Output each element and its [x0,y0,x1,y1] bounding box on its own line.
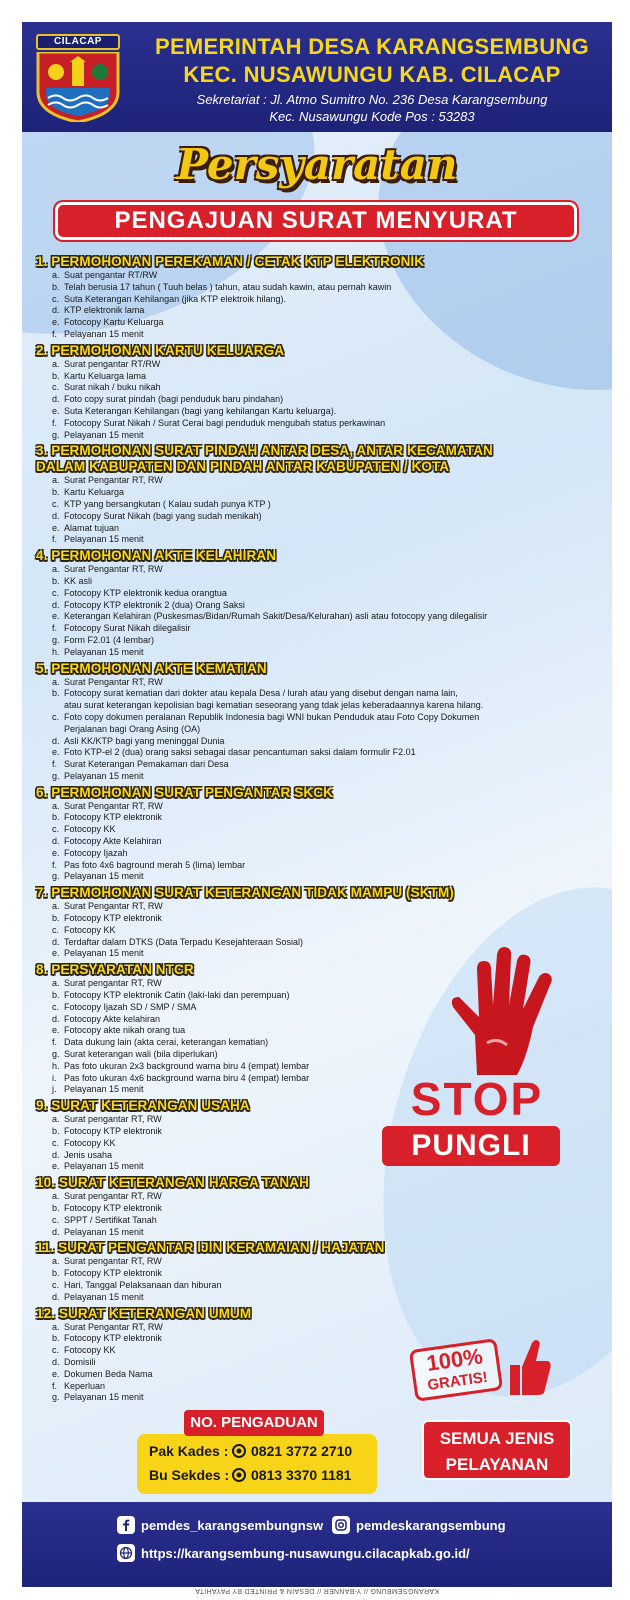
item-text: Fotocopy KTP elektronik [64,913,162,924]
item-text: Pelayanan 15 menit [64,646,144,657]
item-letter: a. [52,1114,60,1125]
item-text: Kartu Keluarga lama [64,370,147,381]
semua-line2: PELAYANAN [445,1455,549,1474]
section-title: 4. PERMOHONAN AKTE KELAHIRAN [36,548,277,564]
item-letter: e. [52,948,60,959]
item-letter: f. [52,1380,58,1391]
list-item [36,511,596,523]
list-item [36,623,596,635]
list-item [36,534,596,546]
item-letter: d. [52,735,60,746]
item-text: Terdaftar dalam DTKS (Data Terpadu Kesejahteraan Sosial) [64,936,303,947]
list-item [36,747,596,759]
list-item [36,1256,596,1268]
list-item [36,382,596,394]
item-text: Pelayanan 15 menit [64,1291,144,1302]
item-text: Perjalanan bagi Orang Asing (OA) [64,723,201,734]
item-text: Foto copy dokumen peralanan Republik Indonesia bagi WNI bukan Penduduk atau Foto Copy Dokumen [64,711,480,722]
item-letter: e. [52,522,60,533]
list-item [36,418,596,430]
cilacap-logo [32,34,124,124]
section-title: 12. SURAT KETERANGAN UMUM [36,1305,252,1321]
item-letter: c. [52,924,60,935]
section-title: 9. SURAT KETERANGAN USAHA [36,1098,250,1114]
list-item [36,1215,596,1227]
print-credit: KARANGSEMBUNG // Y-BANNER // DESAIN & PRINTED BY PAYAHITA [195,1587,440,1594]
gratis-label: GRATIS! [426,1368,489,1395]
list-item [36,305,596,317]
item-text: Fotocopy KTP elektronik kedua orangtua [64,587,227,598]
item-letter: b. [52,281,60,292]
item-text: Fotocopy Akte kelahiran [64,1013,161,1024]
item-letter: e. [52,1368,60,1379]
item-text: Suat pengantar RT/RW [64,270,158,280]
item-text: Keperluan [64,1380,106,1391]
item-text: Surat pengantar RT/RW [64,358,161,369]
item-letter: f. [52,534,58,545]
list-item [36,394,596,406]
item-text: SPPT / Sertifikat Tanah [64,1214,157,1225]
item-letter: d. [52,1291,60,1302]
requirement-section [36,443,596,546]
item-text: Pelayanan 15 menit [64,534,144,545]
item-letter: d. [52,1226,60,1237]
item-letter: g. [52,1392,60,1403]
header [22,22,612,132]
item-text: Pelayanan 15 menit [64,1161,144,1172]
item-letter: c. [52,498,60,509]
shield-icon [36,52,120,122]
list-item [36,712,596,724]
list-item [36,836,596,848]
item-letter: b. [52,688,60,699]
requirement-section [36,785,596,884]
item-text: Fotocopy Ijazah SD / SMP / SMA [64,1001,197,1012]
item-letter: c. [52,1137,60,1148]
requirements-list [36,254,596,1406]
item-letter: h. [52,646,60,657]
list-item [36,406,596,418]
item-letter: d. [52,836,60,847]
list-item [36,901,596,913]
list-item [36,848,596,860]
item-text: Fotocopy KTP elektronik [64,1126,162,1137]
list-item [36,270,596,282]
item-letter: a. [52,800,60,811]
item-letter: d. [52,599,60,610]
list-item [36,1292,596,1304]
item-letter: c. [52,587,60,598]
item-letter: e. [52,847,60,858]
list-item [36,925,596,937]
list-item [36,700,596,712]
item-letter: b. [52,1333,60,1344]
item-letter: e. [52,747,60,758]
item-letter: g. [52,871,60,882]
item-letter: c. [52,1214,60,1225]
page-subtitle: PENGAJUAN SURAT MENYURAT [55,202,577,240]
item-text: Fotocopy KTP elektronik Catin (laki-laki dan perempuan) [64,990,290,1001]
item-text: Pas foto 4x6 baground merah 5 (lima) lembar [64,859,246,870]
item-letter: i. [52,1072,57,1083]
item-letter: c. [52,1001,60,1012]
contact-phone: 0821 3772 2710 [251,1443,353,1459]
item-text: Pelayanan 15 menit [64,1392,144,1403]
list-item [36,430,596,442]
item-letter: b. [52,913,60,924]
list-item [36,475,596,487]
item-text: Fotocopy KK [64,1137,116,1148]
list-item [36,359,596,371]
list-item [36,588,596,600]
item-text: Pelayanan 15 menit [64,770,144,781]
item-text: Surat Pengantar RT, RW [64,901,163,912]
item-text: Fotocopy akte nikah orang tua [64,1025,186,1036]
section-title: 3. PERMOHONAN SURAT PINDAH ANTAR DESA, ANTAR KECAMATAN [36,443,493,459]
list-item [36,771,596,783]
item-text: Surat Pengantar RT, RW [64,564,163,575]
item-letter: e. [52,611,60,622]
logo-label: CILACAP [36,34,120,50]
item-text: Pelayanan 15 menit [64,328,144,339]
item-letter: c. [52,711,60,722]
item-text: Foto KTP-el 2 (dua) orang saksi sebagai dasar pencantuman saksi dalam formulir F2.01 [64,747,416,758]
list-item [36,801,596,813]
section-title: 5. PERMOHONAN AKTE KEMATIAN [36,660,267,676]
item-text: Fotocopy KK [64,1345,116,1356]
item-text: Surat keterangan wali (bila diperlukan) [64,1049,218,1060]
item-text: Fotocopy Ijazah [64,847,128,858]
item-letter: d. [52,1013,60,1024]
thumbs-up-icon [502,1337,552,1397]
requirement-section [36,1175,596,1238]
list-item [36,487,596,499]
item-letter: g. [52,770,60,781]
item-text: Hari, Tanggal Pelaksanaan dan hiburan [64,1279,222,1290]
item-text: Fotocopy KTP elektronik [64,1203,162,1213]
item-letter: a. [52,1256,60,1267]
item-text: Fotocopy KTP elektronik [64,812,162,823]
item-text: Surat nikah / buku nikah [64,382,161,393]
item-letter: a. [52,358,60,369]
item-text: Form F2.01 (4 lembar) [64,634,155,645]
item-text: Surat pengantar RT, RW [64,1191,162,1202]
item-letter: c. [52,382,60,393]
facebook-icon [117,1516,135,1534]
item-text: Surat pengantar RT, RW [64,1114,162,1125]
item-text: Suta Keterangan Kehilangan (jika KTP elektroik hilang). [64,293,286,304]
semua-jenis-badge [422,1420,572,1480]
item-letter: a. [52,270,60,280]
item-text: Pelayanan 15 menit [64,1226,144,1237]
item-letter: b. [52,370,60,381]
list-item [36,635,596,647]
item-text: Jenis usaha [64,1149,113,1160]
item-letter: c. [52,824,60,835]
list-item [36,812,596,824]
contact-kades[interactable] [149,1443,352,1459]
footer [22,1502,612,1587]
item-text: Surat Pengantar RT, RW [64,475,163,486]
item-text: Surat Pengantar RT, RW [64,1321,163,1332]
semua-line1: SEMUA JENIS [439,1429,555,1448]
list-item [36,1203,596,1215]
item-letter: b. [52,575,60,586]
contact-phone: 0813 3370 1181 [251,1467,352,1483]
item-text: Foto copy surat pindah (bagi penduduk baru pindahan) [64,394,284,405]
contact-name: Pak Kades : [149,1443,229,1459]
item-letter: f. [52,328,58,339]
item-text: Fotocopy Akte Kelahiran [64,836,162,847]
section-title: 7. PERMOHONAN SURAT KETERANGAN TIDAK MAMPU (SKTM) [36,885,454,901]
list-item [36,1280,596,1292]
item-letter: h. [52,1060,60,1071]
item-text: Fotocopy Surat Nikah dilegalisir [64,623,191,634]
item-text: Pas foto ukuran 4x6 background warna biru 4 (empat) lembar [64,1072,310,1083]
item-text: Surat Pengantar RT, RW [64,676,163,687]
globe-icon [117,1544,135,1562]
item-letter: b. [52,990,60,1001]
item-letter: a. [52,901,60,912]
item-letter: a. [52,1191,60,1202]
requirement-section [36,343,596,442]
gratis-percent: 100% [424,1343,485,1376]
item-letter: a. [52,1321,60,1332]
section-title: 2. PERMOHONAN KARTU KELUARGA [36,342,285,358]
list-item [36,564,596,576]
item-letter: d. [52,1149,60,1160]
item-letter: f. [52,859,58,870]
list-item [36,329,596,341]
list-item [36,860,596,872]
item-text: Suta Keterangan Kehilangan (bagi yang kehilangan Kartu keluarga). [64,405,337,416]
list-item [36,759,596,771]
stop-text: STOP [410,1073,544,1125]
item-text: Domisili [64,1356,96,1367]
list-item [36,724,596,736]
list-item [36,294,596,306]
facebook-link[interactable] [117,1516,323,1534]
item-letter: a. [52,978,60,989]
complaint-box [137,1434,377,1494]
item-letter: d. [52,305,60,316]
item-letter: d. [52,1356,60,1367]
list-item [36,736,596,748]
item-letter: g. [52,1049,60,1060]
item-letter: g. [52,634,60,645]
item-letter: f. [52,759,58,770]
requirement-section [36,254,596,341]
facebook-handle: pemdes_karangsembungnsw [141,1518,324,1533]
item-text: Fotocopy KTP elektronik [64,1333,162,1344]
list-item [36,647,596,659]
item-text: Alamat tujuan [64,522,120,533]
contact-sekdes[interactable] [149,1467,351,1483]
whatsapp-icon [231,1443,247,1459]
list-item [36,1227,596,1239]
section-title: 1. PERMOHONAN PEREKAMAN / CETAK KTP ELEKTRONIK [36,254,425,269]
section-title: 10. SURAT KETERANGAN HARGA TANAH [36,1175,309,1191]
item-text: Surat pengantar RT, RW [64,1256,162,1267]
banner [22,22,612,1587]
list-item [36,317,596,329]
item-text: Fotocopy Surat Nikah (bagi yang sudah menikah) [64,510,262,521]
item-text: Pas foto ukuran 2x3 background warna biru 4 (empat) lembar [64,1060,310,1071]
item-text: Fotocopy KK [64,824,116,835]
section-title: 11. SURAT PENGANTAR IJIN KERAMAIAN / HAJATAN [36,1240,385,1256]
item-text: Surat pengantar RT, RW [64,978,162,989]
section-title: 6. PERMOHONAN SURAT PENGANTAR SKCK [36,784,333,800]
item-letter: d. [52,510,60,521]
list-item [36,371,596,383]
item-letter: e. [52,317,60,328]
item-letter: b. [52,1203,60,1213]
website-url: https://karangsembung-nusawungu.cilacapkab.go.id/ [141,1546,470,1561]
item-letter: e. [52,1161,60,1172]
item-text: KTP elektronik lama [64,305,145,316]
item-text: Kartu Keluarga [64,487,125,498]
item-text: KTP yang bersangkutan ( Kalau sudah punya KTP ) [64,498,271,509]
requirement-section [36,548,596,658]
item-text: Fotocopy Kartu Keluarga [64,317,164,328]
item-text: Pelayanan 15 menit [64,948,144,959]
item-text: Fotocopy KK [64,924,116,935]
item-text: Fotocopy Surat Nikah / Surat Cerai bagi penduduk mengubah status perkawinan [64,417,386,428]
list-item [36,688,596,700]
item-letter: c. [52,1279,60,1290]
item-text: Data dukung lain (akta cerai, keterangan kematian) [64,1037,269,1048]
item-text: Telah berusia 17 tahun ( Tuuh belas ) tahun, atau sudah kawin, atau pernah kawin [64,281,392,292]
item-letter: a. [52,564,60,575]
item-text: Surat Pengantar RT, RW [64,800,163,811]
header-address-line2: Kec. Nusawungu Kode Pos : 53283 [269,109,475,124]
item-text: Dokumen Beda Nama [64,1368,153,1379]
header-address-line1: Sekretariat : Jl. Atmo Sumitro No. 236 Desa Karangsembung [196,92,548,107]
list-item [36,1268,596,1280]
item-text: Keterangan Kelahiran (Puskesmas/Bidan/Rumah Sakit/Desa/Kelurahan) asli atau fotocopy yang dilegalisir [64,611,488,622]
list-item [36,282,596,294]
item-text: Surat Keterangan Pemakaman dari Desa [64,759,229,770]
item-letter: e. [52,405,60,416]
list-item [36,611,596,623]
instagram-link[interactable] [332,1516,506,1534]
item-letter: e. [52,1025,60,1036]
list-item [36,600,596,612]
contact-name: Bu Sekdes : [149,1467,230,1483]
header-title-line2: KEC. NUSAWUNGU KAB. CILACAP [183,62,561,87]
item-letter: b. [52,812,60,823]
item-letter: b. [52,1268,60,1279]
item-letter: a. [52,676,60,687]
item-letter: g. [52,429,60,440]
list-item [36,1322,596,1334]
instagram-icon [332,1516,350,1534]
item-text: Pelayanan 15 menit [64,871,144,882]
list-item [36,523,596,535]
item-text: Fotocopy KTP elektronik [64,1268,162,1279]
item-letter: c. [52,293,60,304]
item-letter: a. [52,475,60,486]
instagram-handle: pemdeskarangsembung [356,1518,506,1533]
item-letter: j. [52,1084,57,1095]
page-title: Persyaratan [176,140,458,189]
item-letter: f. [52,1037,58,1048]
header-title-line1: PEMERINTAH DESA KARANGSEMBUNG [154,34,590,59]
item-text: Pelayanan 15 menit [64,429,144,440]
section-title: 8. PERSYARATAN NTCR [36,962,194,978]
list-item [36,913,596,925]
item-text: Pelayanan 15 menit [64,1084,144,1095]
item-text: Asli KK/KTP bagi yang meninggal Dunia [64,735,225,746]
item-letter: f. [52,623,58,634]
list-item [36,871,596,883]
website-link[interactable] [117,1544,470,1562]
item-text: KK asli [64,575,93,586]
pungli-badge: PUNGLI [382,1126,560,1166]
item-text: Fotocopy KTP elektronik 2 (dua) Orang Saksi [64,599,245,610]
item-letter: d. [52,394,60,405]
item-letter: b. [52,487,60,498]
list-item [36,677,596,689]
item-letter: d. [52,936,60,947]
item-letter: b. [52,1126,60,1137]
item-text: atau surat keterangan kepolisian bagi kematian seseorang yang tdak jelas keberadaannya karena hilang. [64,700,484,711]
list-item [36,1191,596,1203]
whatsapp-icon [231,1467,247,1483]
item-letter: f. [52,417,58,428]
stop-hand-icon [447,947,567,1077]
list-item [36,499,596,511]
item-text: Fotocopy surat kematian dari dokter atau kepala Desa / lurah atau yang disebut dengan nama lain, [64,688,458,699]
list-item [36,576,596,588]
requirement-section [36,661,596,783]
section-title: DALAM KABUPATEN DAN PINDAH ANTAR KABUPATEN / KOTA [36,459,450,475]
item-letter: c. [52,1345,60,1356]
requirement-section [36,1240,596,1303]
complaint-label: NO. PENGADUAN [184,1410,324,1436]
list-item [36,824,596,836]
